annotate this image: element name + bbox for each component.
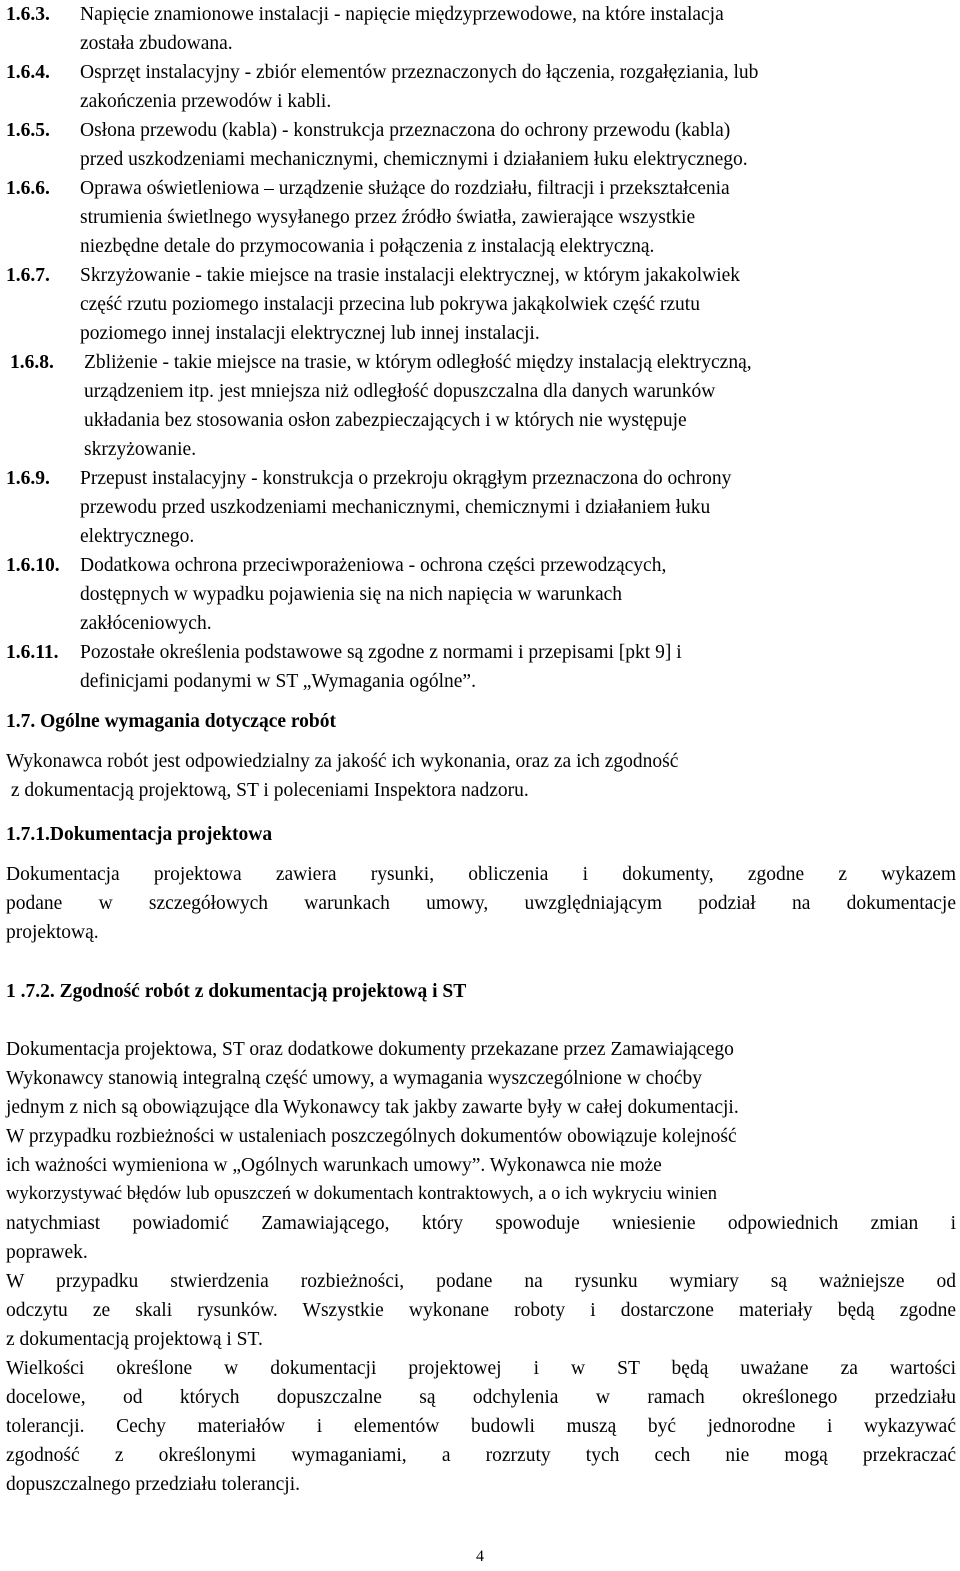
definition-line: definicjami podanymi w ST „Wymagania ogólne”. <box>80 671 476 692</box>
definition-line: część rzutu poziomego instalacji przecina lub pokrywa jakąkolwiek część rzutu <box>80 294 700 315</box>
paragraph-line: dopuszczalnego przedziału tolerancji. <box>6 1474 300 1495</box>
definition-1-6-9 <box>6 464 946 551</box>
paragraph-line: Dokumentacja projektowa zawiera rysunki, obliczenia i dokumenty, zgodne z wykazem <box>6 864 956 885</box>
paragraph-line: podane w szczegółowych warunkach umowy, uwzględniającym podział na dokumentacje <box>6 893 956 914</box>
definition-line: poziomego innej instalacji elektrycznej lub innej instalacji. <box>80 323 540 344</box>
page-number: 4 <box>476 1548 484 1565</box>
definition-1-6-3 <box>6 0 946 58</box>
definition-number: 1.6.10. <box>6 555 60 576</box>
definition-number: 1.6.8. <box>10 352 54 373</box>
definition-1-6-7 <box>6 261 946 348</box>
section-1-7-2-paragraph <box>6 1035 956 1499</box>
definition-line: zakłóceniowych. <box>80 613 212 634</box>
paragraph-line: tolerancji. Cechy materiałów i elementów budowli muszą być jednorodne i wykazywać <box>6 1416 956 1437</box>
definition-line: Pozostałe określenia podstawowe są zgodne z normami i przepisami [pkt 9] i <box>80 642 682 663</box>
definition-line: Osłona przewodu (kabla) - konstrukcja przeznaczona do ochrony przewodu (kabla) <box>80 120 731 141</box>
paragraph-line: wykorzystywać błędów lub opuszczeń w dokumentach kontraktowych, a o ich wykryciu winien <box>6 1184 718 1204</box>
definition-line: dostępnych w wypadku pojawienia się na nich napięcia w warunkach <box>80 584 623 605</box>
definition-number: 1.6.3. <box>6 4 50 25</box>
definition-line: Oprawa oświetleniowa – urządzenie służące do rozdziału, filtracji i przekształcenia <box>80 178 730 199</box>
section-heading-1-7: 1.7. Ogólne wymagania dotyczące robót <box>6 711 337 732</box>
definition-line: Zbliżenie - takie miejsce na trasie, w którym odległość między instalacją elektryczną, <box>84 352 752 373</box>
paragraph-line: docelowe, od których dopuszczalne są odchylenia w ramach określonego przedziału <box>6 1387 956 1408</box>
paragraph-line: zgodność z określonymi wymaganiami, a rozrzuty tych cech nie mogą przekraczać <box>6 1445 956 1466</box>
paragraph-line: z dokumentacją projektową i ST. <box>6 1329 263 1350</box>
paragraph-line: Wykonawcy stanowią integralną część umowy, a wymagania wyszczególnione w choćby <box>6 1068 703 1089</box>
definition-1-6-5 <box>6 116 946 174</box>
definition-line: przed uszkodzeniami mechanicznymi, chemicznymi i działaniem łuku elektrycznego. <box>80 149 748 170</box>
paragraph-line: odczytu ze skali rysunków. Wszystkie wykonane roboty i dostarczone materiały będą zgodne <box>6 1300 956 1321</box>
paragraph-line: W przypadku stwierdzenia rozbieżności, podane na rysunku wymiary są ważniejsze od <box>6 1271 956 1292</box>
section-1-7-1-paragraph <box>6 860 956 947</box>
paragraph-line: Wielkości określone w dokumentacji projektowej i w ST będą uważane za wartości <box>6 1358 956 1379</box>
definition-number: 1.6.9. <box>6 468 50 489</box>
definition-number: 1.6.7. <box>6 265 50 286</box>
definition-number: 1.6.11. <box>6 642 59 663</box>
paragraph-line: natychmiast powiadomić Zamawiającego, który spowoduje wniesienie odpowiednich zmian i <box>6 1213 956 1234</box>
definition-line: Przepust instalacyjny - konstrukcja o przekroju okrągłym przeznaczona do ochrony <box>80 468 732 489</box>
section-heading-1-7-2: 1 .7.2. Zgodność robót z dokumentacją projektową i ST <box>6 981 467 1002</box>
definition-line: skrzyżowanie. <box>84 439 197 460</box>
paragraph-line: jednym z nich są obowiązujące dla Wykonawcy tak jakby zawarte były w całej dokumentacji. <box>6 1097 739 1118</box>
definition-number: 1.6.5. <box>6 120 50 141</box>
paragraph-line: Dokumentacja projektowa, ST oraz dodatkowe dokumenty przekazane przez Zamawiającego <box>6 1039 734 1060</box>
definition-line: zakończenia przewodów i kabli. <box>80 91 332 112</box>
definition-line: Dodatkowa ochrona przeciwporażeniowa - ochrona części przewodzących, <box>80 555 667 576</box>
definition-1-6-11 <box>6 638 946 696</box>
definition-line: przewodu przed uszkodzeniami mechanicznymi, chemicznymi i działaniem łuku <box>80 497 711 518</box>
definition-line: Osprzęt instalacyjny - zbiór elementów przeznaczonych do łączenia, rozgałęziania, lub <box>80 62 759 83</box>
definition-1-6-10 <box>6 551 946 638</box>
definition-line: układania bez stosowania osłon zabezpieczających i w których nie występuje <box>84 410 687 431</box>
section-1-7-paragraph <box>6 747 956 805</box>
paragraph-line: poprawek. <box>6 1242 88 1263</box>
definition-line: niezbędne detale do przymocowania i połączenia z instalacją elektryczną. <box>80 236 655 257</box>
definition-line: Napięcie znamionowe instalacji - napięcie międzyprzewodowe, na które instalacja <box>80 4 724 25</box>
definition-line: Skrzyżowanie - takie miejsce na trasie instalacji elektrycznej, w którym jakakolwiek <box>80 265 741 286</box>
definition-number: 1.6.6. <box>6 178 50 199</box>
definition-number: 1.6.4. <box>6 62 50 83</box>
definition-1-6-4 <box>6 58 946 116</box>
definition-1-6-8 <box>10 348 950 464</box>
paragraph-line: z dokumentacją projektową, ST i poleceniami Inspektora nadzoru. <box>6 780 529 801</box>
definition-line: została zbudowana. <box>80 33 233 54</box>
paragraph-line: W przypadku rozbieżności w ustaleniach poszczególnych dokumentów obowiązuje kolejność <box>6 1126 737 1147</box>
definition-1-6-6 <box>6 174 946 261</box>
paragraph-line: ich ważności wymieniona w „Ogólnych warunkach umowy”. Wykonawca nie może <box>6 1155 662 1176</box>
paragraph-line: projektową. <box>6 922 99 943</box>
section-heading-1-7-1: 1.7.1.Dokumentacja projektowa <box>6 824 273 845</box>
definition-line: urządzeniem itp. jest mniejsza niż odległość dopuszczalna dla danych warunków <box>84 381 716 402</box>
definition-line: strumienia świetlnego wysyłanego przez źródło światła, zawierające wszystkie <box>80 207 696 228</box>
definition-line: elektrycznego. <box>80 526 195 547</box>
paragraph-line: Wykonawca robót jest odpowiedzialny za jakość ich wykonania, oraz za ich zgodność <box>6 751 679 772</box>
